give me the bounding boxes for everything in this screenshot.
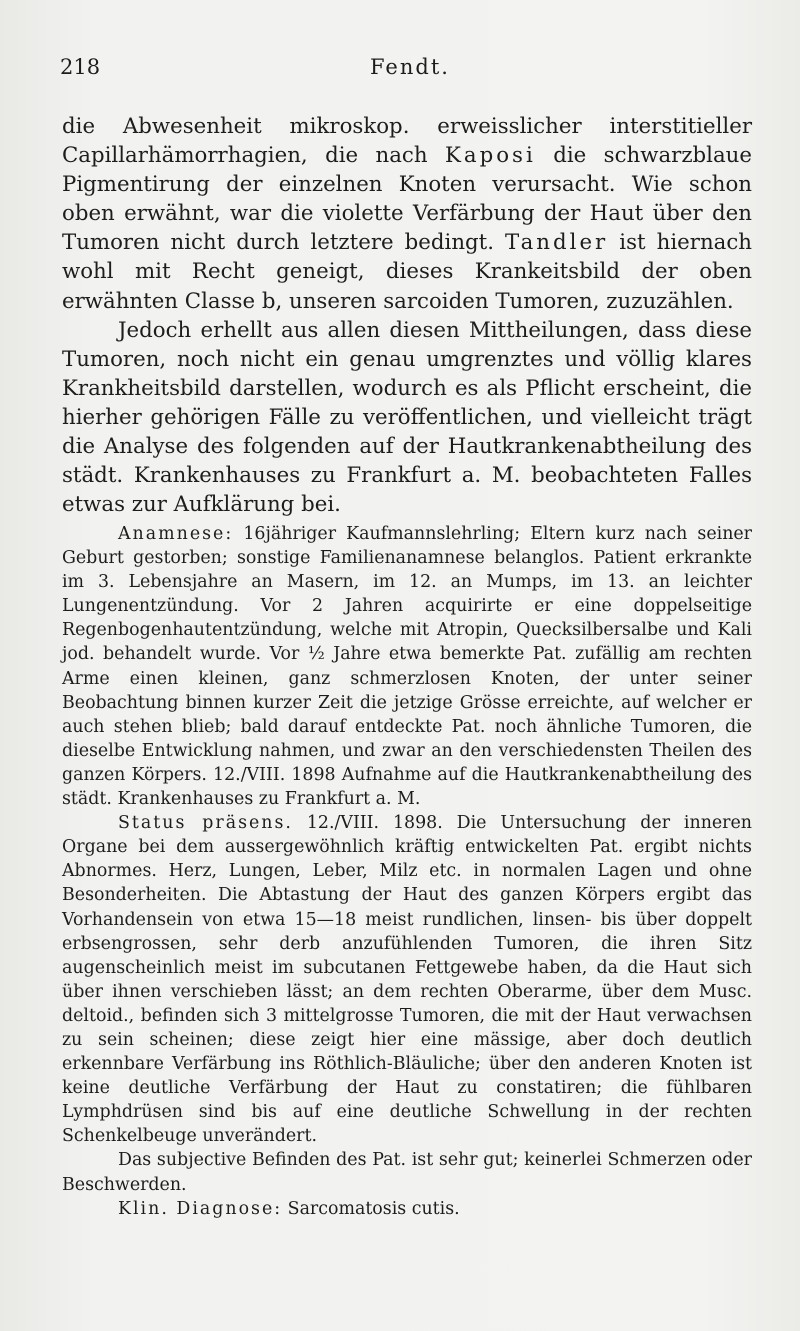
diagnose-paragraph xyxy=(62,1197,752,1221)
befinden-paragraph: Das subjective Befinden des Pat. ist sehr gut; keinerlei Schmerzen oder Beschwerden. xyxy=(62,1150,752,1195)
page-number: 218 xyxy=(60,55,101,79)
paragraph-tandler xyxy=(62,112,752,316)
diagnose-text: Sarcomatosis cutis. xyxy=(282,1198,460,1219)
status-text: 12./VIII. 1898. Die Untersuchung der inneren Organe bei dem aussergewöhnlich kräftig entwickelten Pat. ergibt nichts Abnormes. Herz, Lungen, Leber, Milz etc. in normalen Lagen und ohne Besonderheiten. Die Abtastung der Haut des ganzen Körpers ergibt das Vorhandensein von etwa 15—18 meist rundlichen, linsen- bis über doppelt erbsengrossen, sehr derb anzufühlenden Tumoren, die ihren Sitz augenscheinlich meist im subcutanen Fettgewebe haben, da die Haut sich über ihnen verschieben lässt; an dem rechten Oberarme, über dem Musc. deltoid., befinden sich 3 mittelgrosse Tumoren, die mit der Haut verwachsen zu sein scheinen; diese zeigt hier eine mässige, aber doch deutlich erkennbare Verfärbung ins Röthlich-Bläuliche; über den anderen Knoten ist keine deutliche Verfärbung der Haut zu constatiren; die fühlbaren Lymphdrüsen sind bis auf eine deutliche Schwellung in der rechten Schenkelbeuge unverändert. xyxy=(62,813,752,1147)
anamnese-text: 16jähriger Kaufmannslehrling; Eltern kurz nach seiner Geburt gestorben; sonstige Familienanamnese belanglos. Patient erkrankte im 3. Lebensjahre an Masern, im 12. an Mumps, im 13. an leichter Lungenentzündung. Vor 2 Jahren acquirirte er eine doppelseitige Regenbogenhautentzündung, welche mit Atropin, Quecksilbersalbe und Kali jod. behandelt wurde. Vor ½ Jahre etwa bemerkte Pat. zufällig am rechten Arme einen kleinen, ganz schmerzlosen Knoten, der unter seiner Beobachtung binnen kurzer Zeit die jetzige Grösse erreichte, auf welcher er auch stehen blieb; bald darauf entdeckte Pat. noch ähnliche Tumoren, die dieselbe Entwicklung nahmen, und zwar an den verschiedensten Theilen des ganzen Körpers. 12./VIII. 1898 Aufnahme auf die Hautkrankenabtheilung des städt. Krankenhauses zu Frankfurt a. M. xyxy=(62,524,752,810)
author-name-tandler: Tandler xyxy=(505,230,609,256)
paragraph-text: ist hiernach wohl mit Recht geneigt, dieses Krankeitsbild der oben erwähnten Classe b, unseren sarcoiden Tumoren, zuzuzählen. xyxy=(62,230,752,314)
author-name-kaposi: Kaposi xyxy=(444,143,536,169)
anamnese-label: Anamnese: xyxy=(118,524,234,544)
case-report xyxy=(62,522,752,1221)
diagnose-label: Klin. Diagnose: xyxy=(118,1198,283,1219)
status-paragraph xyxy=(62,811,752,1148)
anamnese-paragraph xyxy=(62,522,752,811)
running-head xyxy=(60,55,760,85)
paragraph-text: die schwarzblaue Pigmentirung der einzelnen Knoten verursacht. Wie schon oben erwähnt, war die violette Verfärbung der Haut über den Tumoren nicht durch letztere bedingt. xyxy=(62,143,753,256)
paragraph-jedoch: Jedoch erhellt aus allen diesen Mittheilungen, dass diese Tumoren, noch nicht ein genau umgrenztes und völlig klares Krankheitsbild darstellen, wodurch es als Pflicht erscheint, die hierher gehörigen Fälle zu veröffentlichen, und vielleicht trägt die Analyse des folgenden auf der Hautkrankenabtheilung des städt. Krankenhauses zu Frankfurt a. M. beobachteten Falles etwas zur Aufklärung bei. xyxy=(62,317,752,518)
main-text xyxy=(62,112,752,519)
paragraph-text: die Abwesenheit mikroskop. erweisslicher interstitieller Capillarhämorrhagien, die nach xyxy=(62,114,752,169)
running-head-author: Fendt. xyxy=(370,55,450,79)
status-label: Status präsens. xyxy=(118,813,293,834)
